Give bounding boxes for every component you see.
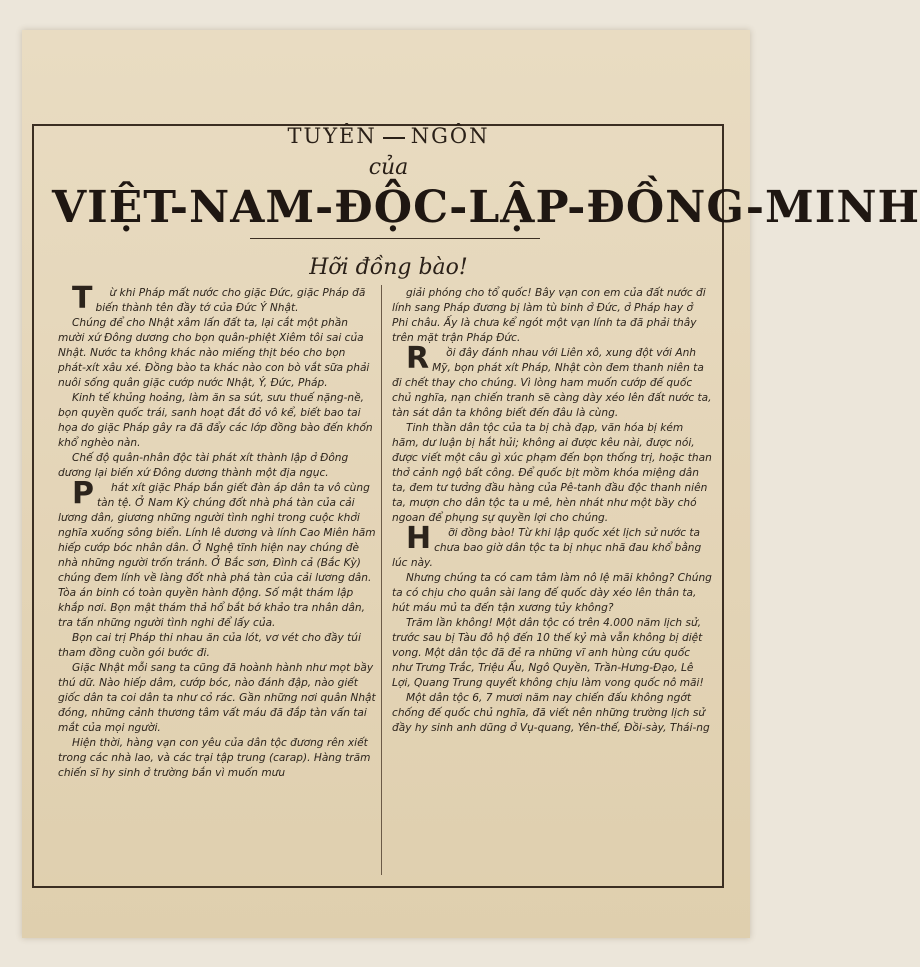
title-proclamation	[0, 124, 777, 148]
greeting: Hỡi đồng bào!	[309, 255, 468, 280]
title-dash	[383, 137, 405, 139]
title-of: của	[368, 155, 409, 180]
paragraph: Một dân tộc 6, 7 mươi năm nay chiến đấu không ngớt chống đế quốc chủ nghĩa, đã viết nên những trường lịch sử đầy hy sinh anh dũng ở Vụ-quang, Yên-thế, Đồi-sày, Thái-ng	[392, 692, 710, 734]
paragraph: Trăm lần không! Một dân tộc có trên 4.000 năm lịch sử, trước sau bị Tàu đô hộ đến 10 thế kỷ mà vẫn không bị diệt vong. Một dân tộc đã đẻ ra những vĩ anh hùng cứu quốc như Trưng Trắc, Triệu Ẩu, Ngô Quyền, Trần-Hưng-Đạo, Lê Lợi, Quang Trung quyết không chịu làm vong quốc nô mãi!	[392, 617, 704, 689]
paragraph: Hỡi đồng bào! Từ khi lập quốc xét lịch sử nước ta chưa bao giờ dân tộc ta bị nhục nhã đau khổ bằng lúc này.	[392, 521, 702, 569]
paragraph: Phát xít giặc Pháp bắn giết đàn áp dân ta vô cùng tàn tệ. Ở Nam Kỳ chúng đốt nhà phá tàn của cải lương dân, giương những người tình nghi trong cuộc khởi nghĩa xuống sông biển. Lính lê dương và lính Cao Miên hãm hiếp cướp bóc nhân dân. Ở Nghệ tĩnh hiện nay chúng đè nhà những người trốn tránh. Ở Bắc sơn, Đình cả (Bắc Kỳ) chúng đem lính về làng đốt nhà phá tàn của cải lương dân. Tòa án binh có toàn quyền hành động. Số mật thám lập khắp nơi. Bọn mật thám thả hổ bắt bớ khảo tra nhân dân, tra tấn những người tình nghi để lấy của.	[58, 476, 376, 629]
paragraph: Rồi đây đánh nhau với Liên xô, xung đột với Anh Mỹ, bọn phát xít Pháp, Nhật còn đem thanh niên ta đi chết thay cho chúng. Vì lòng ham muốn cướp đế quốc chủ nghĩa, nạn chiến tranh sẽ càng dày xéo lên đất nước ta, tàn sát dân ta không biết đến đâu là cùng.	[392, 341, 712, 419]
paragraph: Giặc Nhật mỗi sang ta cũng đã hoành hành như mọt bầy thú dữ. Nào hiếp dâm, cướp bóc, nào đánh đập, nào giết giốc dân ta coi dân ta như cỏ rác. Gần những nơi quân Nhật đóng, những cảnh thương tâm vất máu đã đắp tàn vấn tai mắt của mọi người.	[58, 662, 376, 734]
right-column	[392, 286, 712, 736]
paragraph: Tinh thần dân tộc của ta bị chà đạp, văn hóa bị kém hãm, dư luận bị hắt hủi; không ai được kêu nài, được nói, được viết một câu gì xúc phạm đến bọn thống trị, hoặc than thở cảnh ngộ bất công. Để quốc bịt mồm khóa miệng dân ta, đem tư tưởng đầu hàng của Pê-tanh đầu độc thanh niên ta, mượn cho dân tộc ta u mê, hèn nhát như một bầy chó ngoan để phụng sự quyền lợi cho chúng.	[392, 422, 712, 524]
paragraph: Hiện thời, hàng vạn con yêu của dân tộc đương rên xiết trong các nhà lao, và các trại tập trung (carap). Hàng trăm chiến sĩ hy sinh ở trường bắn vì muốn mưu	[58, 737, 371, 779]
title-word-right: NGÔN	[410, 124, 490, 148]
left-column	[58, 281, 376, 781]
paragraph: Chế độ quân-nhân độc tài phát xít thành lập ở Đông dương lại biến xứ Đông dương thành một địa ngục.	[58, 452, 349, 479]
column-divider	[381, 285, 382, 875]
title-main: VIỆT-NAM-ĐỘC-LẬP-ĐỒNG-MINH	[52, 182, 920, 233]
paragraph: Chúng để cho Nhật xâm lấn đất ta, lại cắt một phần mười xứ Đông dương cho bọn quân-phiệt Xiêm tôi sai của Nhật. Nước ta không khác nào miếng thịt béo cho bọn phát-xít xâu xé. Đồng bào ta khác nào con bò vắt sữa phải nuôi sống quân giặc cướp nước Nhật, Ý, Đức, Pháp.	[58, 317, 370, 389]
paragraph: Kinh tế khủng hoảng, làm ăn sa sút, sưu thuế nặng-nề, bọn quyền quốc trái, sanh hoạt đắt đỏ vô kể, biết bao tai họa do giặc Pháp gây ra đã đẩy các lớp đồng bào đến khốn khổ nghèo nàn.	[58, 392, 373, 449]
paragraph: Từ khi Pháp mất nước cho giặc Đức, giặc Pháp đã biến thành tên đầy tớ của Đức Ý Nhật.	[72, 281, 366, 316]
paragraph: Bọn cai trị Pháp thi nhau ăn của lót, vơ vét cho đầy túi tham đồng cuồn gói bước đi.	[58, 632, 361, 659]
title-word-left: TUYÊN	[287, 124, 377, 148]
title-rule	[250, 238, 540, 239]
paragraph: giải phóng cho tổ quốc! Bây vạn con em của đất nước đi lính sang Pháp đương bị làm tù binh ở Đức, ở Pháp hay ở Phi châu. Ấy là chưa kể ngót một vạn lính ta đã phải thây trên mặt trận Pháp Đức.	[392, 287, 706, 344]
paragraph: Nhưng chúng ta có cam tâm làm nô lệ mãi không? Chúng ta có chịu cho quân sài lang đế quốc dày xéo lên thân ta, hút máu mủ ta đến tận xương tủy không?	[392, 572, 712, 614]
